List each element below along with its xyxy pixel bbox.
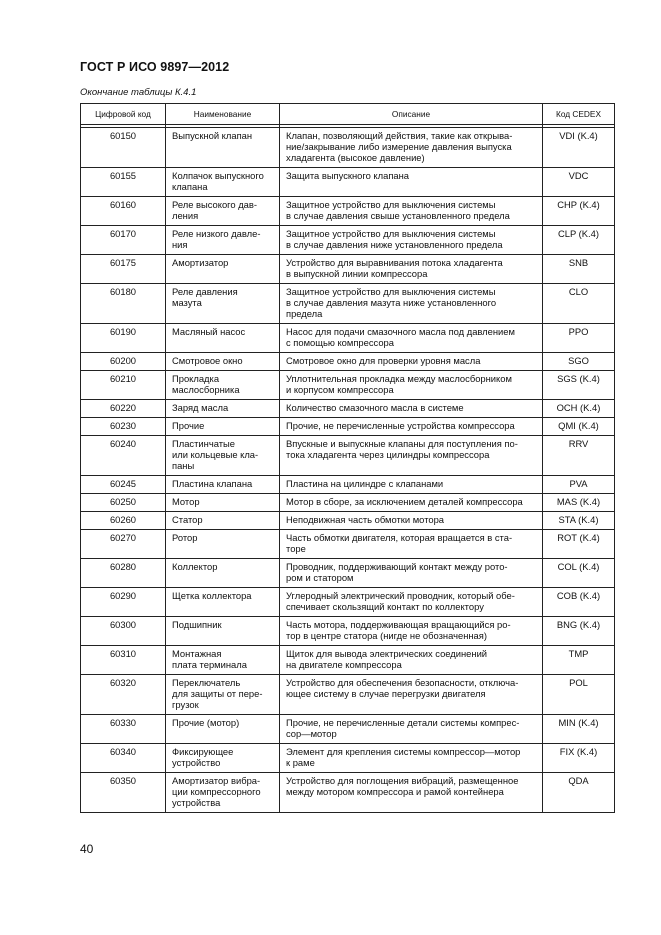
table-row xyxy=(81,255,615,284)
cell-cedex: BNG (K.4) xyxy=(543,617,615,646)
cell-name: Щетка коллектора xyxy=(166,588,280,617)
table-row xyxy=(81,324,615,353)
cell-cedex: STA (K.4) xyxy=(543,512,615,530)
cell-name: Монтажная плата терминала xyxy=(166,646,280,675)
cell-cedex: MAS (K.4) xyxy=(543,494,615,512)
cell-name: Пластина клапана xyxy=(166,476,280,494)
cell-description: Прочие, не перечисленные устройства компрессора xyxy=(280,418,543,436)
cell-cedex: PPO xyxy=(543,324,615,353)
cell-name: Мотор xyxy=(166,494,280,512)
cell-description: Защитное устройство для выключения системы в случае давления ниже установленного предела xyxy=(280,226,543,255)
cell-cedex: QDA xyxy=(543,773,615,813)
cell-description: Элемент для крепления системы компрессор—мотор к раме xyxy=(280,744,543,773)
cell-description: Прочие, не перечисленные детали системы компрес- сор—мотор xyxy=(280,715,543,744)
cell-code: 60300 xyxy=(81,617,166,646)
cell-cedex: TMP xyxy=(543,646,615,675)
cell-name: Пластинчатые или кольцевые кла- паны xyxy=(166,436,280,476)
cell-description: Количество смазочного масла в системе xyxy=(280,400,543,418)
column-header-cedex: Код CEDEX xyxy=(543,104,615,125)
cell-code: 60230 xyxy=(81,418,166,436)
cell-name: Колпачок выпускного клапана xyxy=(166,168,280,197)
cell-code: 60190 xyxy=(81,324,166,353)
column-header-name: Наименование xyxy=(166,104,280,125)
cell-code: 60280 xyxy=(81,559,166,588)
cell-code: 60155 xyxy=(81,168,166,197)
cell-code: 60330 xyxy=(81,715,166,744)
cell-code: 60320 xyxy=(81,675,166,715)
cell-code: 60290 xyxy=(81,588,166,617)
cell-code: 60340 xyxy=(81,744,166,773)
table-row xyxy=(81,588,615,617)
column-header-code: Цифровой код xyxy=(81,104,166,125)
cell-code: 60150 xyxy=(81,128,166,168)
table-row xyxy=(81,715,615,744)
cell-code: 60245 xyxy=(81,476,166,494)
cell-code: 60180 xyxy=(81,284,166,324)
table-row xyxy=(81,436,615,476)
cell-description: Защитное устройство для выключения системы в случае давления свыше установленного предела xyxy=(280,197,543,226)
table-row xyxy=(81,353,615,371)
cell-cedex: CLP (K.4) xyxy=(543,226,615,255)
table-row xyxy=(81,559,615,588)
cell-code: 60260 xyxy=(81,512,166,530)
cell-code: 60200 xyxy=(81,353,166,371)
cell-name: Ротор xyxy=(166,530,280,559)
cell-name: Фиксирующее устройство xyxy=(166,744,280,773)
cell-description: Насос для подачи смазочного масла под давлением с помощью компрессора xyxy=(280,324,543,353)
cell-code: 60350 xyxy=(81,773,166,813)
cell-description: Клапан, позволяющий действия, такие как открыва- ние/закрывание либо измерение давления выпуска хладагента (высокое давление) xyxy=(280,128,543,168)
cell-code: 60210 xyxy=(81,371,166,400)
cell-cedex: MIN (K.4) xyxy=(543,715,615,744)
table-caption: Окончание таблицы К.4.1 xyxy=(80,87,197,98)
table-row xyxy=(81,494,615,512)
cell-cedex: COL (K.4) xyxy=(543,559,615,588)
cell-code: 60310 xyxy=(81,646,166,675)
column-header-description: Описание xyxy=(280,104,543,125)
cell-description: Защитное устройство для выключения системы в случае давления мазута ниже установленного предела xyxy=(280,284,543,324)
cell-name: Прокладка маслосборника xyxy=(166,371,280,400)
cell-name: Переключатель для защиты от пере- грузок xyxy=(166,675,280,715)
cell-description: Смотровое окно для проверки уровня масла xyxy=(280,353,543,371)
cell-name: Амортизатор xyxy=(166,255,280,284)
cell-name: Реле давления мазута xyxy=(166,284,280,324)
cell-code: 60160 xyxy=(81,197,166,226)
cell-code: 60175 xyxy=(81,255,166,284)
cell-cedex: VDI (K.4) xyxy=(543,128,615,168)
cell-name: Коллектор xyxy=(166,559,280,588)
standard-title: ГОСТ Р ИСО 9897—2012 xyxy=(80,60,230,74)
cell-cedex: COB (K.4) xyxy=(543,588,615,617)
cell-name: Масляный насос xyxy=(166,324,280,353)
cell-description: Углеродный электрический проводник, который обе- спечивает скользящий контакт по коллектору xyxy=(280,588,543,617)
cell-cedex: PVA xyxy=(543,476,615,494)
table-row xyxy=(81,744,615,773)
table-row xyxy=(81,371,615,400)
cell-cedex: QMI (K.4) xyxy=(543,418,615,436)
table-row xyxy=(81,646,615,675)
table-row xyxy=(81,512,615,530)
cell-name: Заряд масла xyxy=(166,400,280,418)
table-row xyxy=(81,675,615,715)
cell-cedex: POL xyxy=(543,675,615,715)
cell-description: Часть мотора, поддерживающая вращающийся ро- тор в центре статора (нигде не обозначенная) xyxy=(280,617,543,646)
cell-code: 60170 xyxy=(81,226,166,255)
cell-code: 60250 xyxy=(81,494,166,512)
cell-name: Прочие (мотор) xyxy=(166,715,280,744)
cell-description: Устройство для выравнивания потока хладагента в выпускной линии компрессора xyxy=(280,255,543,284)
component-codes-table xyxy=(80,103,615,813)
cell-name: Подшипник xyxy=(166,617,280,646)
table-row xyxy=(81,226,615,255)
cell-name: Выпускной клапан xyxy=(166,128,280,168)
cell-cedex: SNB xyxy=(543,255,615,284)
cell-cedex: CHP (K.4) xyxy=(543,197,615,226)
table-row xyxy=(81,418,615,436)
cell-name: Реле низкого давле- ния xyxy=(166,226,280,255)
cell-name: Амортизатор вибра- ции компрессорного устройства xyxy=(166,773,280,813)
cell-description: Уплотнительная прокладка между маслосборником и корпусом компрессора xyxy=(280,371,543,400)
cell-cedex: SGS (K.4) xyxy=(543,371,615,400)
cell-code: 60220 xyxy=(81,400,166,418)
table-row xyxy=(81,400,615,418)
cell-description: Защита выпускного клапана xyxy=(280,168,543,197)
cell-name: Прочие xyxy=(166,418,280,436)
cell-code: 60270 xyxy=(81,530,166,559)
cell-code: 60240 xyxy=(81,436,166,476)
cell-cedex: CLO xyxy=(543,284,615,324)
cell-name: Смотровое окно xyxy=(166,353,280,371)
cell-name: Реле высокого дав- ления xyxy=(166,197,280,226)
cell-description: Часть обмотки двигателя, которая вращается в ста- торе xyxy=(280,530,543,559)
table-row xyxy=(81,197,615,226)
table-body xyxy=(81,128,615,813)
table-row xyxy=(81,168,615,197)
cell-description: Впускные и выпускные клапаны для поступления по- тока хладагента через цилиндры компрессора xyxy=(280,436,543,476)
cell-cedex: VDC xyxy=(543,168,615,197)
cell-description: Устройство для обеспечения безопасности, отключа- ющее систему в случае перегрузки двигателя xyxy=(280,675,543,715)
table-row xyxy=(81,773,615,813)
cell-description: Мотор в сборе, за исключением деталей компрессора xyxy=(280,494,543,512)
table-row xyxy=(81,617,615,646)
table-row xyxy=(81,284,615,324)
table-row xyxy=(81,476,615,494)
cell-description: Неподвижная часть обмотки мотора xyxy=(280,512,543,530)
cell-description: Пластина на цилиндре с клапанами xyxy=(280,476,543,494)
cell-name: Статор xyxy=(166,512,280,530)
page-number: 40 xyxy=(80,842,94,856)
cell-description: Проводник, поддерживающий контакт между рото- ром и статором xyxy=(280,559,543,588)
table-header-row xyxy=(81,104,615,125)
cell-description: Щиток для вывода электрических соединений на двигателе компрессора xyxy=(280,646,543,675)
cell-cedex: SGO xyxy=(543,353,615,371)
cell-cedex: OCH (K.4) xyxy=(543,400,615,418)
table-row xyxy=(81,128,615,168)
cell-description: Устройство для поглощения вибраций, размещенное между мотором компрессора и рамой контейнера xyxy=(280,773,543,813)
table-row xyxy=(81,530,615,559)
cell-cedex: ROT (K.4) xyxy=(543,530,615,559)
cell-cedex: RRV xyxy=(543,436,615,476)
cell-cedex: FIX (K.4) xyxy=(543,744,615,773)
